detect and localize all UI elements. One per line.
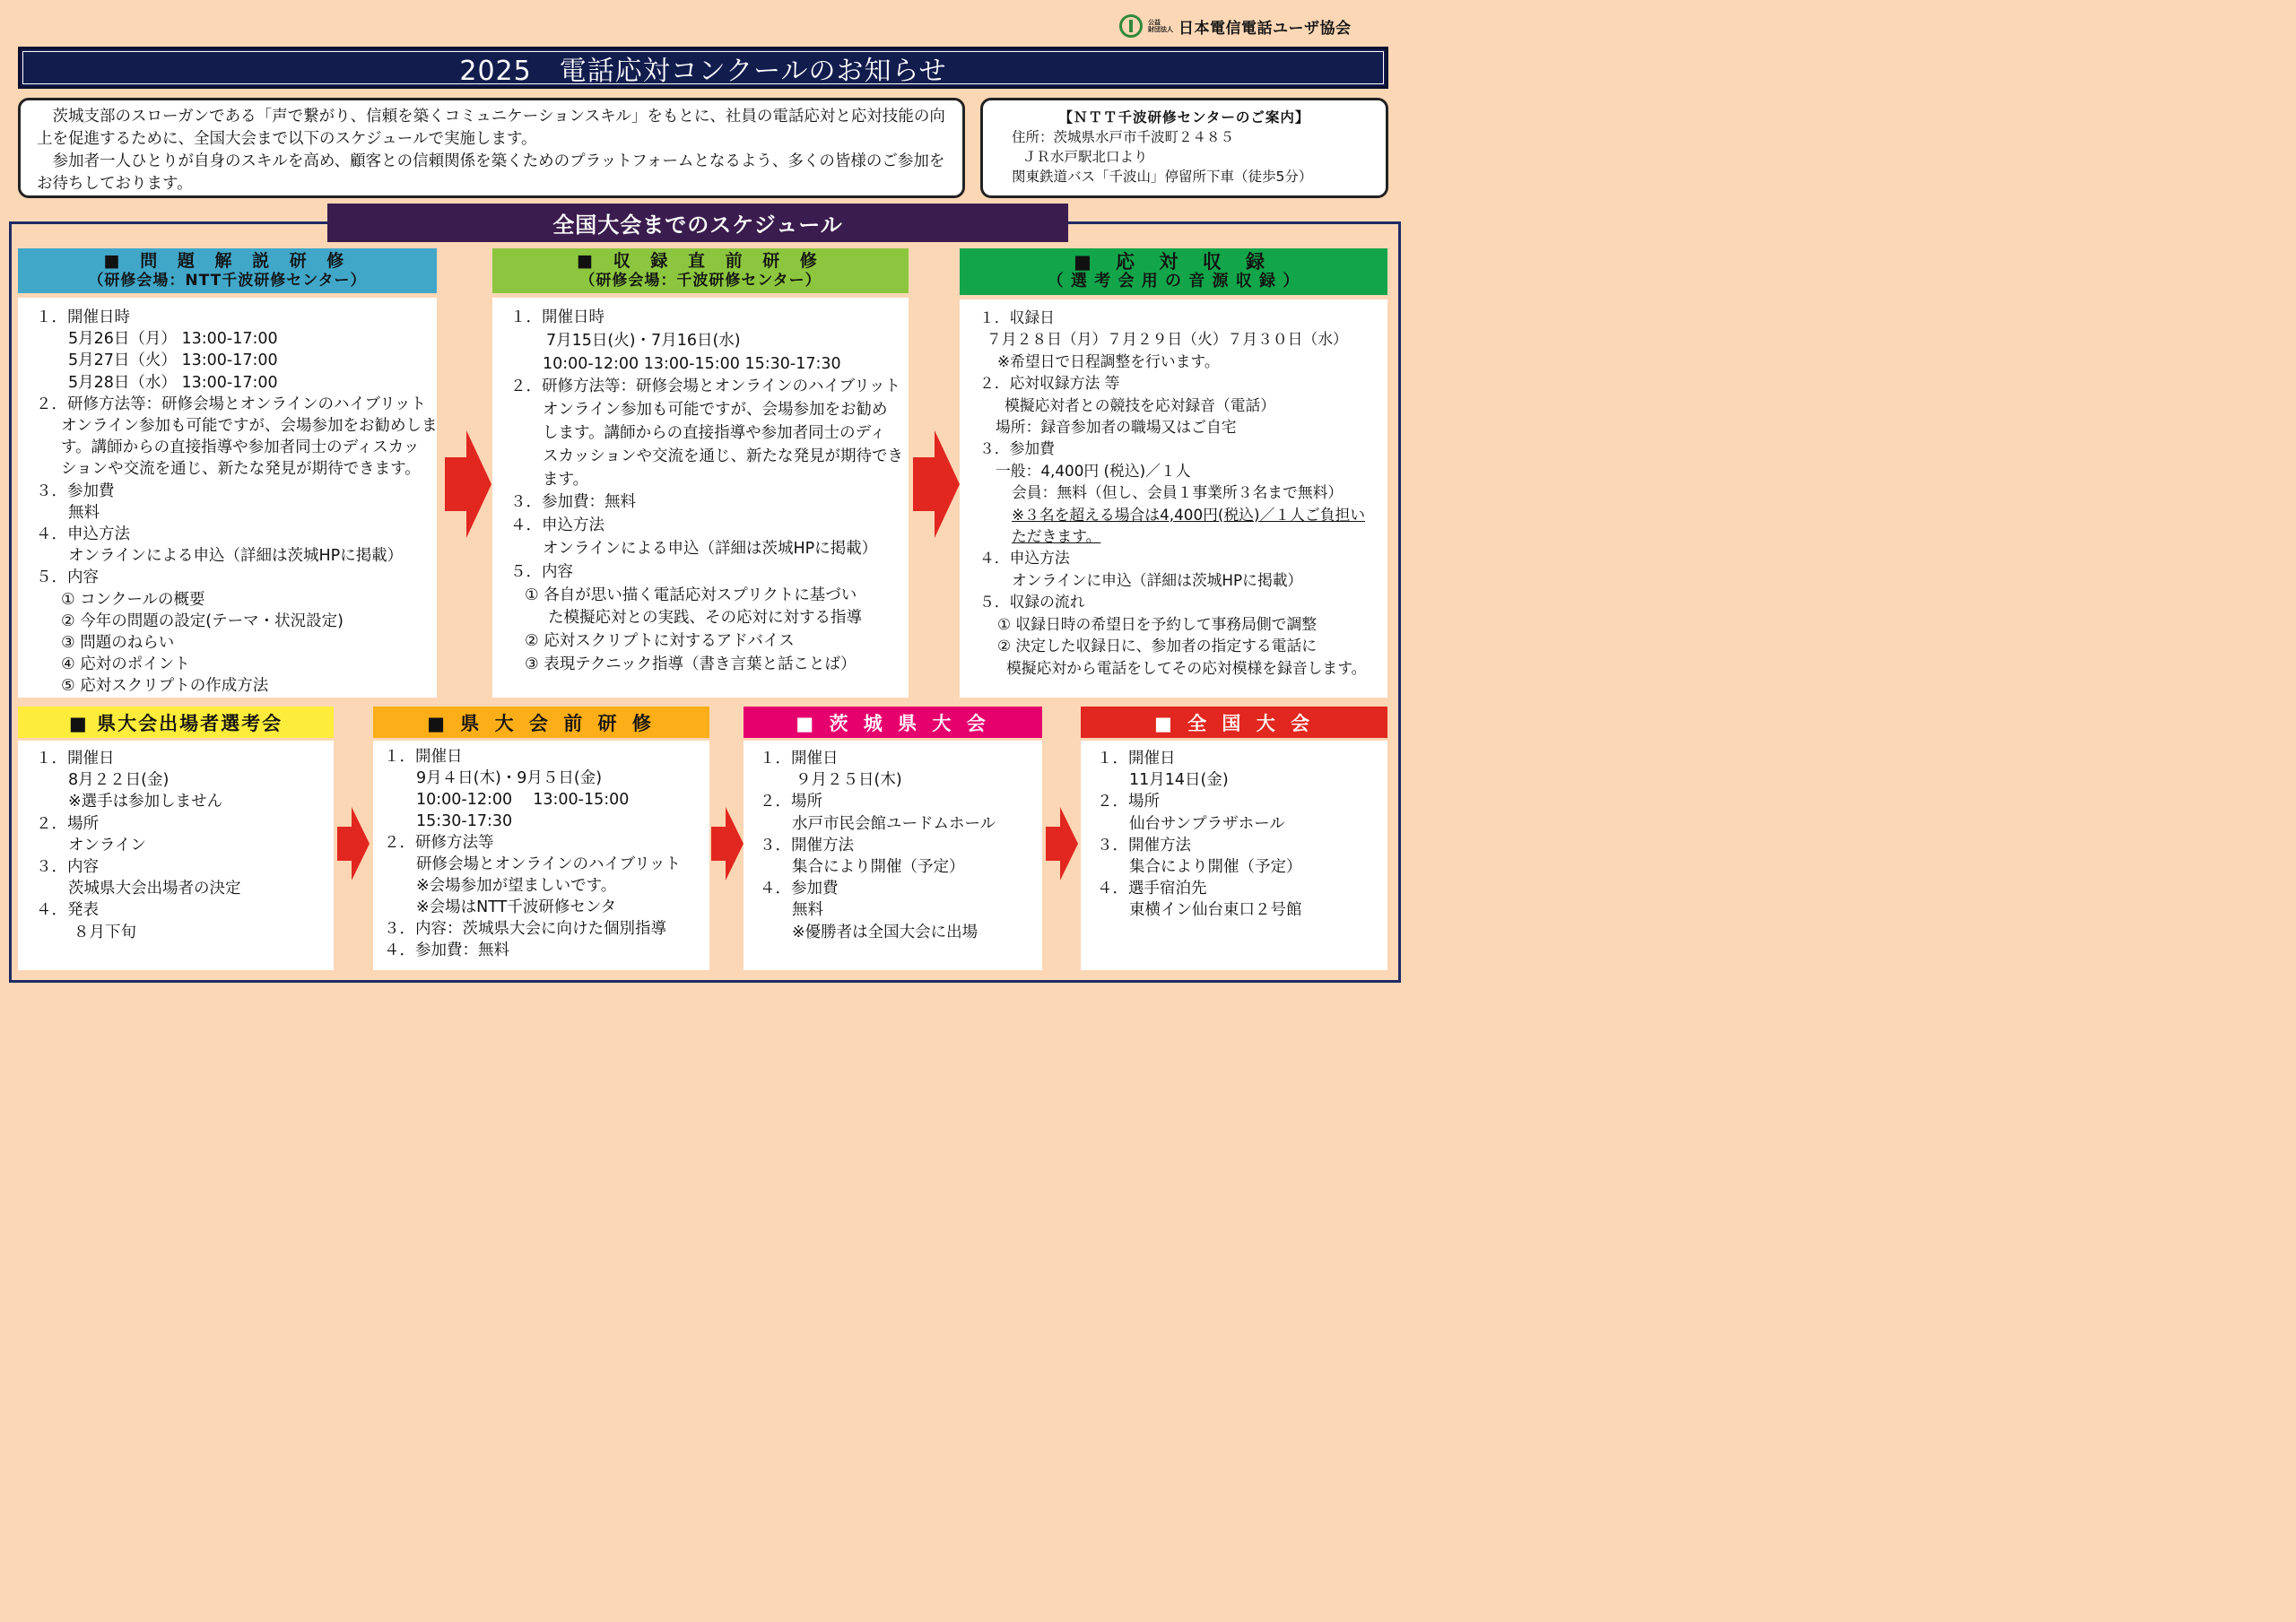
text-line: 模擬応対者との競技を応対録音（電話） <box>1004 395 1276 414</box>
text-line: 集合により開催（予定） <box>792 858 965 877</box>
logo-name: 日本電信電話ユーザ協会 <box>1178 19 1352 38</box>
text-line: 水戸市民会館ユードムホール <box>792 814 996 833</box>
text-line: オンライン参加も可能ですが、会場参加をお勧め <box>543 401 888 420</box>
text-line: します。講師からの直接指導や参加者同士のディ <box>543 423 886 442</box>
text-line: ４．選手宿泊先 <box>1097 880 1207 898</box>
logo-small-text <box>1148 19 1173 33</box>
text-line: ３．参加費 <box>36 481 115 500</box>
card-kaisetsu-header <box>18 248 437 293</box>
card-chokuzen-header <box>492 248 909 293</box>
text-line: 場所：録音参加者の職場又はご自宅 <box>996 418 1237 437</box>
text-line: ４．申込方法 <box>979 549 1070 568</box>
card-chokuzen-title: ■ 収 録 直 前 研 修 <box>577 251 824 271</box>
text-line: す。講師からの直接指導や参加者同士のディスカッ <box>61 438 420 457</box>
text-line: ４．申込方法 <box>36 525 130 544</box>
card-kentaikai-title: ■ 茨 城 県 大 会 <box>796 712 990 734</box>
text-line: ※会場はNTT千波研修センタ <box>416 898 617 916</box>
text-line: ① コンクールの概要 <box>61 590 205 609</box>
text-line: ① 各自が思い描く電話応対スプリクトに基づい <box>525 585 857 604</box>
text-line: 模擬応対から電話をしてその応対模様を録音します。 <box>1006 658 1367 677</box>
text-line: 無料 <box>68 503 100 522</box>
text-line: ２．研修方法等：研修会場とオンラインのハイブリット <box>36 395 427 413</box>
flow-arrow-icon <box>913 430 960 538</box>
text-line: ③ 表現テクニック指導（書き言葉と話ことば） <box>525 655 857 673</box>
text-line: ３．内容 <box>36 858 99 877</box>
text-line: 10:00-12:00 13:00-15:00 <box>416 791 630 809</box>
text-line: ただきます。 <box>1012 527 1101 546</box>
card-kaisetsu-subtitle: （研修会場：NTT千波研修センター） <box>88 272 367 290</box>
card-senkou-header <box>18 707 334 738</box>
flow-arrow-icon <box>711 807 744 880</box>
association-logo <box>1119 11 1352 41</box>
card-kenmae-header <box>373 707 709 738</box>
text-line: ※希望日で日程調整を行います。 <box>997 351 1220 370</box>
text-line: 10:00-12:00 13:00-15:00 15:30-17:30 <box>543 354 841 373</box>
card-kentaikai-header <box>744 707 1042 738</box>
text-line: ② 決定した収録日に、参加者の指定する電話に <box>997 637 1318 655</box>
text-line: １．開催日時 <box>510 308 604 326</box>
ntt-bus: 関東鉄道バス「千波山」停留所下車（徒歩5分） <box>1012 169 1313 185</box>
page-title: 2025 電話応対コンクールのお知らせ <box>459 55 947 87</box>
text-line: 15:30-17:30 <box>416 812 513 830</box>
text-line: １．開催日 <box>1097 750 1176 768</box>
text-line: 9月４日(木)・9月５日(金) <box>416 769 603 787</box>
text-line: ⑤ 応対スクリプトの作成方法 <box>61 677 269 696</box>
text-line: オンライン参加も可能ですが、会場参加をお勧めしま <box>61 417 437 436</box>
logo-mark-icon <box>1119 14 1143 38</box>
text-line: ２．研修方法等 <box>384 834 494 852</box>
text-line: 茨城県大会出場者の決定 <box>68 880 241 898</box>
text-line: ３．参加費 <box>979 439 1055 458</box>
text-line: ４．参加費 <box>760 880 839 898</box>
text-line: ５．内容 <box>36 568 99 587</box>
title-banner <box>18 47 1388 89</box>
logo-small-top: 公益 <box>1148 19 1161 26</box>
text-line: ４．発表 <box>36 901 99 920</box>
text-line: 11月14日(金) <box>1129 771 1229 790</box>
schedule-title: 全国大会までのスケジュール <box>552 213 843 238</box>
text-line: ※会場参加が望ましいです。 <box>416 877 617 895</box>
text-line: ５．内容 <box>510 562 573 581</box>
text-line: 5月26日（月） 13:00-17:00 <box>68 330 278 349</box>
text-line: １．開催日 <box>384 748 463 766</box>
text-line: オンラインに申込（詳細は茨城HPに掲載） <box>1012 570 1303 589</box>
text-line: スカッションや交流を通じ、新たな発見が期待でき <box>543 447 903 465</box>
text-line: ８月下旬 <box>74 923 136 941</box>
text-line: 一般：4,400円 (税込)／１人 <box>996 461 1191 480</box>
text-line: オンラインによる申込（詳細は茨城HPに掲載） <box>543 539 878 558</box>
text-line: ７月２８日（月）７月２９日（火）７月３０日（水） <box>987 330 1348 349</box>
text-line: ※３名を超える場合は4,400円(税込)／１人ご負担い <box>1012 505 1366 524</box>
text-line: ② 応対スクリプトに対するアドバイス <box>525 632 795 651</box>
text-line: ３．内容：茨城県大会に向けた個別指導 <box>384 920 666 938</box>
text-line: ３．開催方法 <box>1097 836 1191 854</box>
text-line: 5月27日（火） 13:00-17:00 <box>68 351 278 370</box>
card-shuroku-header <box>960 248 1387 295</box>
text-line: 仙台サンプラザホール <box>1129 814 1285 833</box>
card-chokuzen-body <box>492 298 909 698</box>
ntt-station: ＪＲ水戸駅北口より <box>1022 149 1148 165</box>
text-line: 東横イン仙台東口２号館 <box>1129 901 1302 920</box>
text-line: ４．申込方法 <box>510 516 604 535</box>
text-line: 集合により開催（予定） <box>1129 858 1302 877</box>
text-line: ます。 <box>543 470 589 489</box>
intro-paragraph-2: 参加者一人ひとりが自身のスキルを高め、顧客との信頼関係を築くためのプラットフォームとなるよう、多くの皆様のご参加をお待ちしております。 <box>37 152 945 193</box>
card-shuroku-subtitle: （ 選 考 会 用 の 音 源 収 録 ） <box>1047 272 1300 291</box>
text-line: 無料 <box>792 901 823 920</box>
text-line: た模擬応対との実践、その応対に対する指導 <box>548 609 862 628</box>
text-line: ④ 応対のポイント <box>61 655 190 674</box>
card-shuroku-title: ■ 応 対 収 録 <box>1073 251 1274 273</box>
text-line: ２．場所 <box>760 793 822 811</box>
ntt-heading: 【ＮＴＴ千波研修センターのご案内】 <box>1058 109 1310 126</box>
card-kaisetsu-title: ■ 問 題 解 説 研 修 <box>103 251 352 271</box>
text-line: ※優勝者は全国大会に出場 <box>792 923 978 941</box>
text-line: 8月２２日(金) <box>68 771 170 790</box>
text-line: ションや交流を通じ、新たな発見が期待できます。 <box>61 460 421 479</box>
text-line: ９月２５日(木) <box>796 771 902 790</box>
text-line: １．開催日時 <box>36 308 130 326</box>
text-line: 7月15日(火)・7月16日(水) <box>546 331 741 350</box>
text-line: １．開催日 <box>760 750 839 768</box>
text-line: 会員：無料（但し、会員１事業所３名まで無料） <box>1012 483 1344 502</box>
flow-arrow-icon <box>1046 807 1078 880</box>
text-line: オンラインによる申込（詳細は茨城HPに掲載） <box>68 547 404 566</box>
text-line: ２．場所 <box>1097 793 1160 811</box>
text-line: ③ 問題のねらい <box>61 634 175 653</box>
card-shuroku-body <box>960 299 1387 698</box>
text-line: ３．開催方法 <box>760 836 854 854</box>
text-line: 5月28日（水） 13:00-17:00 <box>68 373 278 392</box>
text-line: ② 今年の問題の設定(テーマ・状況設定) <box>61 612 344 630</box>
text-line: ４．参加費：無料 <box>384 941 509 959</box>
card-kenmae-title: ■ 県 大 会 前 研 修 <box>427 712 656 734</box>
text-line: ※選手は参加しません <box>68 793 223 811</box>
card-zenkoku-body <box>1081 741 1387 970</box>
text-line: ２．場所 <box>36 814 99 833</box>
text-line: ２．研修方法等：研修会場とオンラインのハイブリット <box>510 377 901 396</box>
card-zenkoku-title: ■ 全 国 大 会 <box>1153 712 1315 734</box>
text-line: 研修会場とオンラインのハイブリット <box>416 855 682 873</box>
text-line: ２．応対収録方法 等 <box>979 374 1120 393</box>
schedule-banner <box>327 204 1068 242</box>
text-line: ３．参加費：無料 <box>510 493 636 512</box>
text-line: １．開催日 <box>36 750 115 768</box>
intro-paragraph-1: 茨城支部のスローガンである「声で繋がり、信頼を築くコミュニケーションスキル」をもとに、社員の電話応対と応対技能の向上を促進するために、全国大会まで以下のスケジュールで実施します。 <box>37 108 945 148</box>
card-senkou-body <box>18 741 334 970</box>
card-kentaikai-body <box>744 741 1042 970</box>
ntt-address: 住所：茨城県水戸市千波町２４８５ <box>1012 129 1235 145</box>
card-kenmae-body <box>373 741 709 970</box>
text-line: ① 収録日時の希望日を予約して事務局側で調整 <box>997 614 1318 633</box>
card-zenkoku-header <box>1081 707 1387 738</box>
flow-arrow-icon <box>445 430 491 538</box>
flow-arrow-icon <box>337 807 370 880</box>
text-line: １．収録日 <box>979 308 1055 326</box>
text-line: オンライン <box>68 836 146 854</box>
logo-small-bottom: 財団法人 <box>1148 26 1173 33</box>
card-chokuzen-subtitle: （研修会場：千波研修センター） <box>579 272 822 290</box>
ntt-center-info <box>980 98 1388 198</box>
text-line: ５．収録の流れ <box>979 593 1085 612</box>
card-senkou-title: ■ 県大会出場者選考会 <box>68 712 283 734</box>
intro-box <box>18 98 965 198</box>
card-kaisetsu-body <box>18 298 437 698</box>
